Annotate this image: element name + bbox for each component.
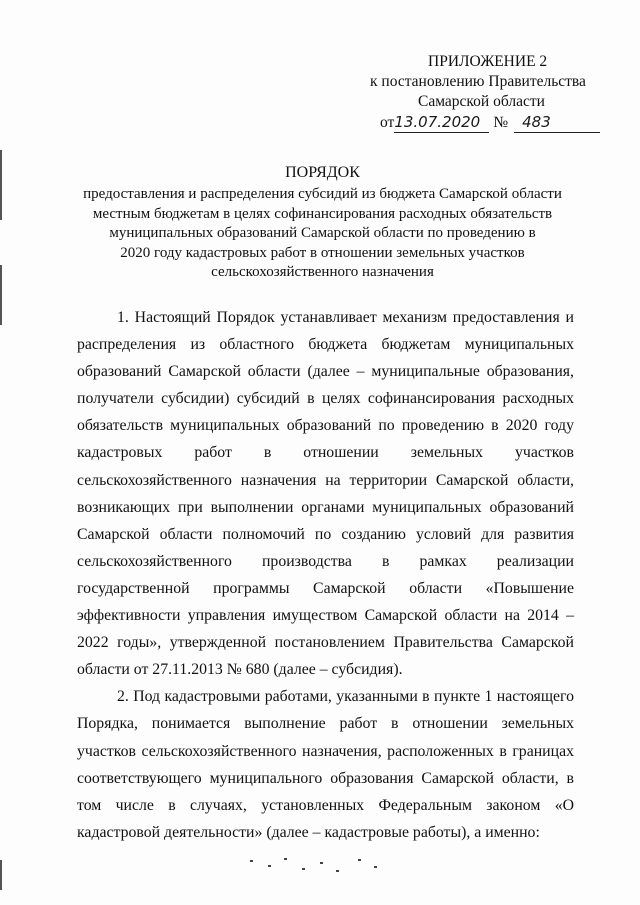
date-prefix: от [380,114,395,131]
appendix-header [330,52,610,133]
title-line: местным бюджетам в целях софинансирования расходных обязательств [92,205,553,222]
number-sign: № [493,114,509,131]
title-line: 2020 году кадастровых работ в отношении земельных участков [120,244,525,261]
appendix-resolution: к постановлению Правительства [370,73,586,90]
title-line: сельскохозяйственного назначения [211,264,434,280]
handwritten-date: 13.07.2020 [394,112,489,133]
appendix-title: ПРИЛОЖЕНИЕ 2 [428,53,548,70]
paragraph-1: 1. Настоящий Порядок устанавливает механизм предоставления и распределения из областного бюджета бюджетам муниципальных образований Самарской области (далее – муниципальные образования, получатели субсидии) субсидий в целях софинансирования расходных обязательств муниципальных образований по проведению в 2020 году кадастровых работ в отношении земельных участков сельскохозяйственного назначения на территории Самарской области, возникающих при выполнении органами муниципальных образований Самарской области полномочий по созданию условий для развития сельскохозяйственного производства в рамках реализации государственной программы Самарской области «Повышение эффективности управления имуществом Самарской области на 2014 – 2022 годы», утвержденной постановлением Правительства Самарской области от 27.11.2013 № 680 (далее – субсидия). [77,309,574,679]
title-heading: ПОРЯДОК [285,164,360,181]
scan-edge-mark [0,265,2,325]
scan-edge-mark [0,860,2,890]
appendix-date-number [330,112,610,133]
appendix-region: Самарской области [418,93,545,110]
document-body [77,304,574,846]
title-line: предоставления и распределения субсидий из бюджета Самарской области [83,186,562,202]
scan-edge-mark [0,150,2,220]
scan-noise [240,856,400,886]
handwritten-number: 483 [514,112,600,133]
title-line: муниципальных образований Самарской области по проведению в [109,225,536,241]
paragraph-2: 2. Под кадастровыми работами, указанными в пункте 1 настоящего Порядка, понимается выполнение работ в отношении земельных участков сельскохозяйственного назначения, расположенных в границах соответствующего муниципального образования Самарской области, в том числе в случаях, установленных Федеральным законом «О кадастровой деятельности» (далее – кадастровые работы), а именно: [77,688,574,841]
document-title [60,163,585,283]
